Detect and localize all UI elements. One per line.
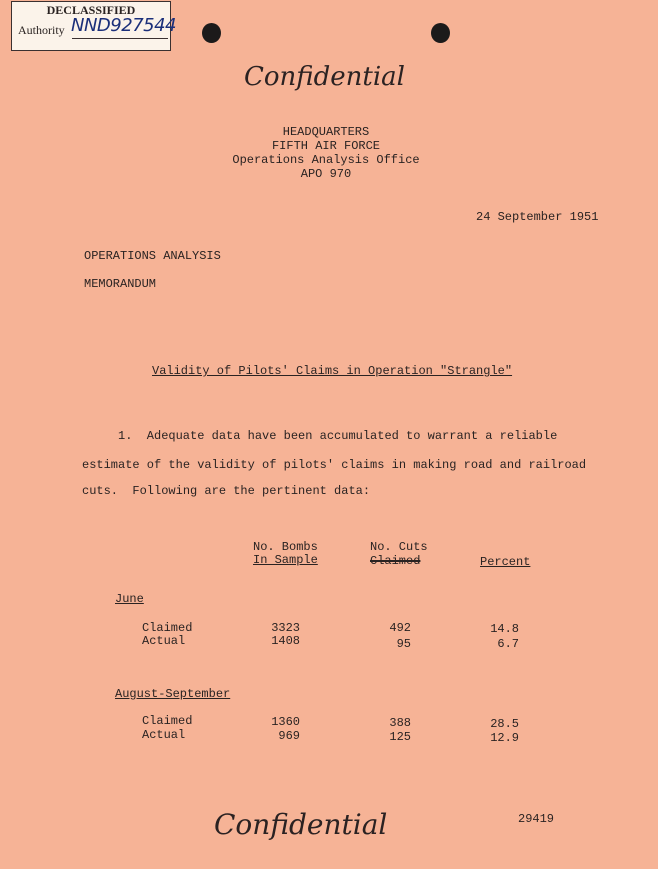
punch-hole-right-icon xyxy=(431,23,450,43)
page-number: 29419 xyxy=(518,812,555,826)
memo-date: 24 September 1951 xyxy=(476,210,599,224)
stamp-title: DECLASSIFIED xyxy=(46,3,136,17)
memo-type-line-2: MEMORANDUM xyxy=(84,277,157,291)
memo-subject: Validity of Pilots' Claims in Operation "Strangle" xyxy=(152,364,513,378)
paragraph-line-2: estimate of the validity of pilots' claims in making road and railroad xyxy=(82,458,587,472)
stamp-underline xyxy=(72,38,168,39)
memo-type-line-1: OPERATIONS ANALYSIS xyxy=(84,249,221,263)
header-line-4: APO 970 xyxy=(300,167,352,181)
classification-mark-top: Confidential xyxy=(244,62,405,92)
column-header-percent: Percent xyxy=(480,555,531,569)
column-header-bombs-line-2: In Sample xyxy=(253,553,318,567)
header-line-3: Operations Analysis Office xyxy=(232,153,420,167)
column-header-cuts-line-1: No. Cuts xyxy=(370,540,428,554)
group-label-august-september: August-September xyxy=(115,687,231,701)
group-label-june: June xyxy=(115,592,144,606)
column-header-bombs-line-1: No. Bombs xyxy=(253,540,318,554)
row-label: Actual xyxy=(142,728,186,742)
row-label: Claimed xyxy=(142,621,193,635)
paragraph-line-1: 1. Adequate data have been accumulated to warrant a reliable xyxy=(118,429,558,443)
cell-percent: 12.9 xyxy=(490,731,519,745)
cell-cuts: 388 xyxy=(389,716,411,730)
declassified-stamp xyxy=(11,1,177,51)
cell-cuts: 125 xyxy=(389,730,411,744)
classification-mark-bottom: Confidential xyxy=(214,808,388,841)
cell-percent: 28.5 xyxy=(490,717,519,731)
cell-percent: 6.7 xyxy=(497,637,519,651)
column-header-cuts-line-2: Claimed xyxy=(370,554,421,568)
header-line-1: HEADQUARTERS xyxy=(282,125,370,139)
header-line-2: FIFTH AIR FORCE xyxy=(271,139,381,153)
cell-bombs: 1360 xyxy=(271,715,300,729)
punch-hole-left-icon xyxy=(202,23,221,43)
row-label: Claimed xyxy=(142,714,193,728)
cell-bombs: 969 xyxy=(278,729,300,743)
stamp-authority-label: Authority xyxy=(18,23,65,37)
cell-cuts: 492 xyxy=(389,621,411,635)
cell-bombs: 3323 xyxy=(271,621,300,635)
cell-cuts: 95 xyxy=(396,637,411,651)
stamp-authority-number: NND927544 xyxy=(71,15,177,36)
cell-bombs: 1408 xyxy=(271,634,300,648)
paragraph-line-3: cuts. Following are the pertinent data: xyxy=(82,484,371,498)
cell-percent: 14.8 xyxy=(490,622,519,636)
row-label: Actual xyxy=(142,634,186,648)
